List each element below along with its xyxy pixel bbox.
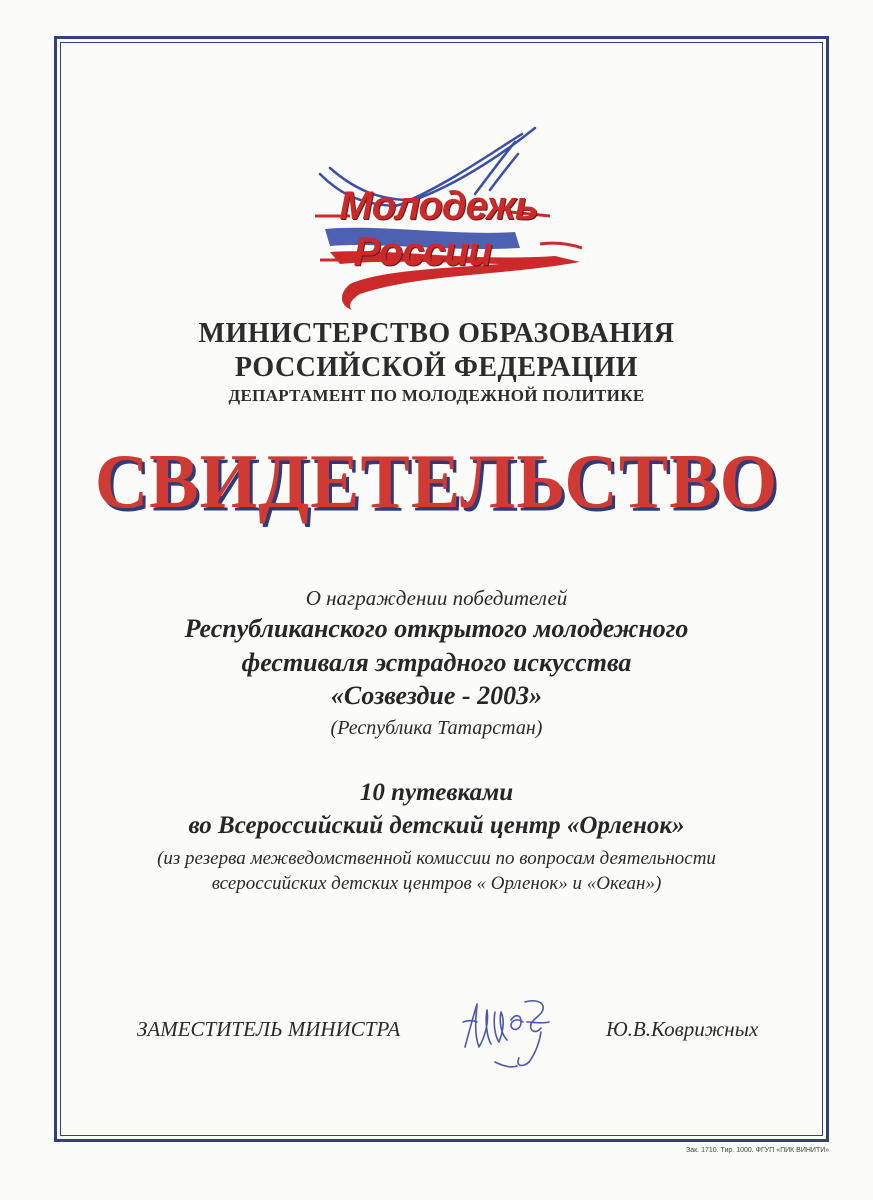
award-count: 10 путевками <box>359 779 514 806</box>
ministry-name-line2: РОССИЙСКОЙ ФЕДЕРАЦИИ <box>234 352 639 383</box>
note-line2: всероссийских детских центров « Орленок» и «Океан») <box>211 873 662 894</box>
department-name: ДЕПАРТАМЕНТ ПО МОЛОДЕЖНОЙ ПОЛИТИКЕ <box>228 386 645 405</box>
logo-text-line2: России <box>353 230 492 274</box>
signatory-name: Ю.В.Коврижных <box>606 1017 759 1041</box>
region-text: (Республика Татарстан) <box>330 717 543 739</box>
document-title: СВИДЕТЕЛЬСТВО <box>94 438 779 526</box>
handwritten-signature <box>455 992 570 1077</box>
signatory-position: ЗАМЕСТИТЕЛЬ МИНИСТРА <box>137 1017 401 1041</box>
festival-name: «Созвездие - 2003» <box>330 681 543 710</box>
festival-line1: Республиканского открытого молодежного <box>184 614 689 643</box>
festival-line2: фестиваля эстрадного искусства <box>241 648 632 677</box>
intro-text: О награждении победителей <box>305 586 568 610</box>
print-imprint: Зак. 1710. Тир. 1000. ФГУП «ПИК ВИНИТИ» <box>686 1147 830 1154</box>
logo-text-line1: Молодежь <box>339 184 538 228</box>
award-target: во Всероссийский детский центр «Орленок» <box>188 812 685 839</box>
note-line1: (из резерва межведомственной комиссии по вопросам деятельности <box>157 848 716 869</box>
ministry-name-line1: МИНИСТЕРСТВО ОБРАЗОВАНИЯ <box>198 318 675 349</box>
youth-of-russia-logo <box>300 124 585 314</box>
